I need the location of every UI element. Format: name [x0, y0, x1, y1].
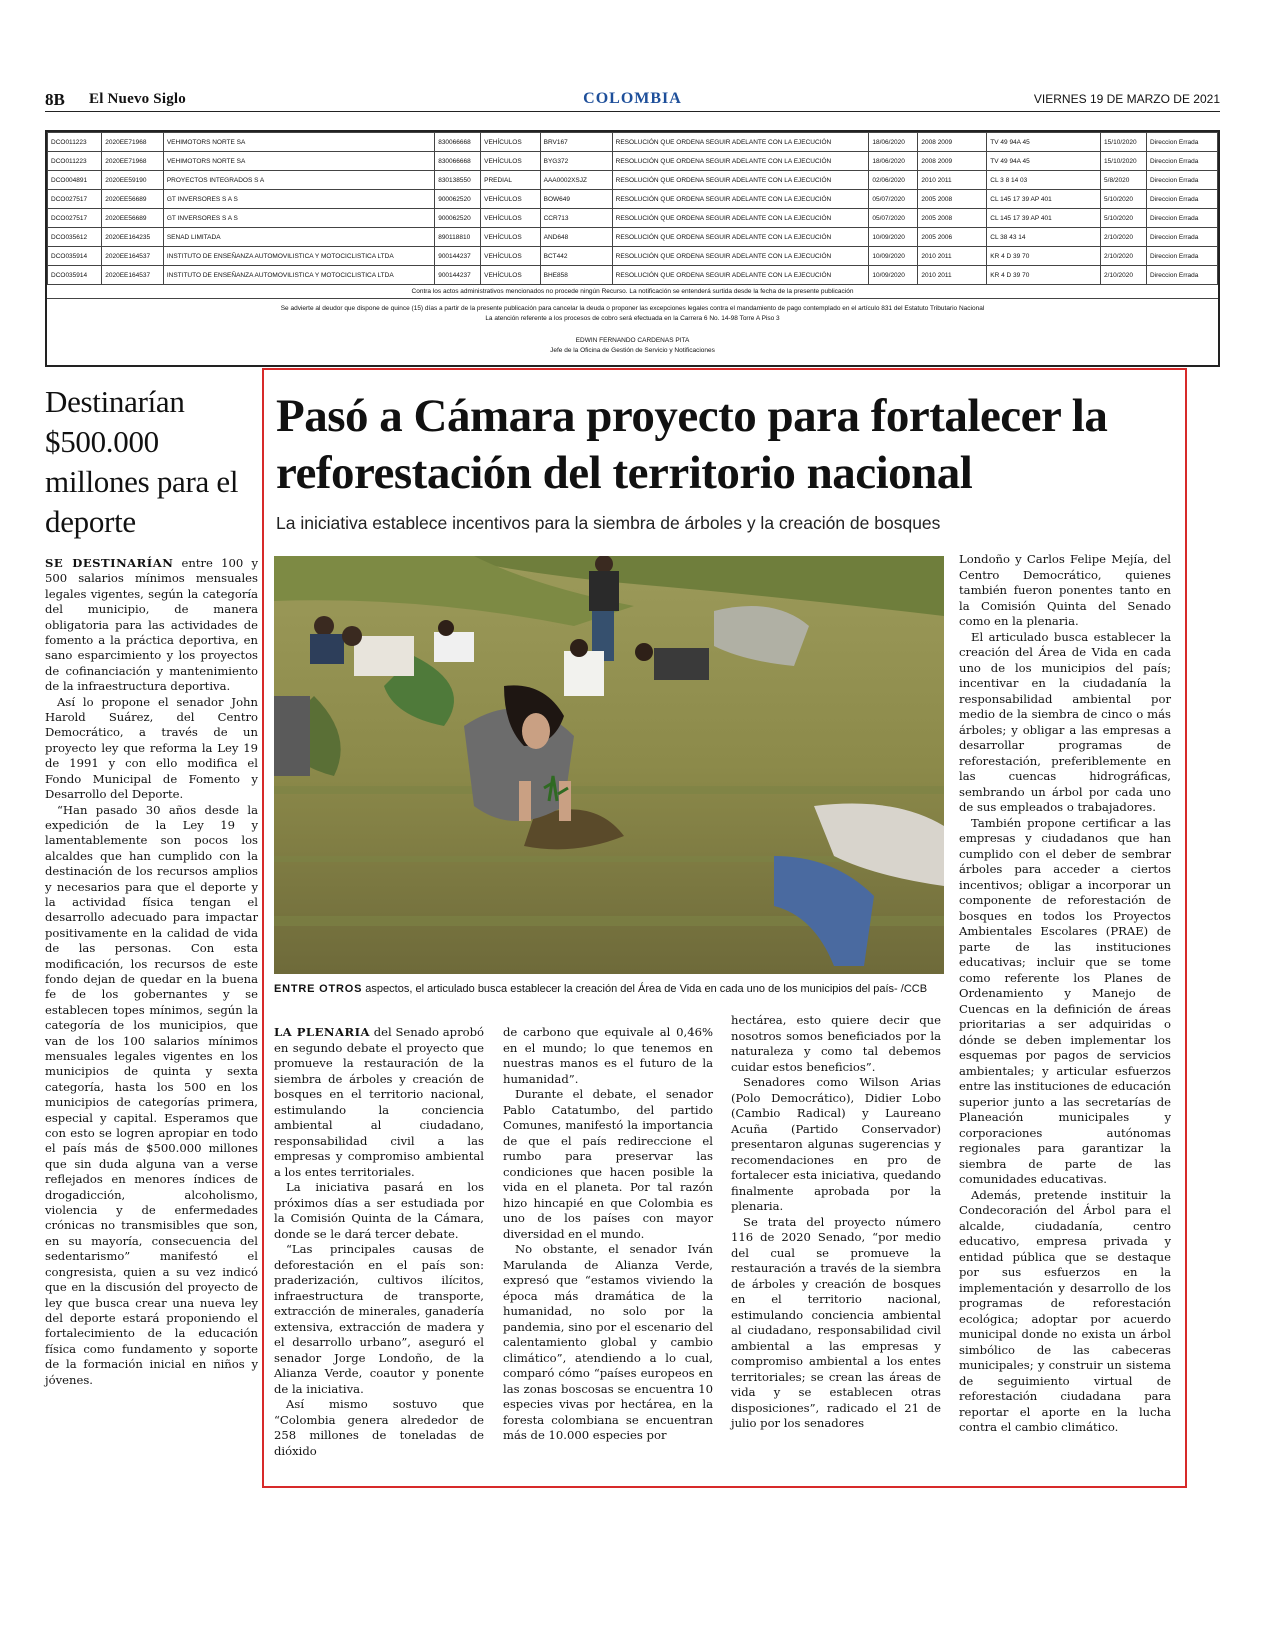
notice-row	[48, 171, 1218, 190]
notice-cell: VEHÍCULOS	[481, 266, 540, 285]
notice-cell: Direccion Errada	[1146, 152, 1217, 171]
notice-cell: 2020EE56689	[102, 190, 164, 209]
notice-cell: 2010 2011	[918, 247, 987, 266]
notice-cell: KR 4 D 39 70	[987, 247, 1101, 266]
notice-cell: KR 4 D 39 70	[987, 266, 1101, 285]
notice-cell: BYG372	[540, 152, 612, 171]
notice-row	[48, 209, 1218, 228]
notice-cell: VEHÍCULOS	[481, 247, 540, 266]
notice-row	[48, 247, 1218, 266]
side-paragraph: “Han pasado 30 años desde la expedición de la Ley 19 y lamentablemente son pocos los alcaldes que han cumplido con la destinación de los recursos amplios y necesarios para que el deporte y la actividad física tengan el desarrollo adecuado para impactar positivamente en la calidad de vida de las personas. Con esta modificación, los recursos de este fondo dejan de quedar en la buena fe de los gobernantes y se establecen topes mínimos, según la categoría de los municipios, que van de los 100 salarios mínimos mensuales legales vigentes en los municipios de quinta y sexta categoría, hasta los 500 en los municipios de categorías primera, especial y capital. Esperamos que con esto se logren apropiar en todo el país más de $500.000 millones que sin duda alguna van a verse reflejados en menores índices de drogadicción, alcoholismo, violencia y de enfermedades crónicas no transmisibles que son, en su mayoría, consecuencia del sedentarismo” manifestó el congresista, quien a su vez indicó que en la discusión del proyecto de ley que busca crear una nueva ley del deporte estará proponiendo el fortalecimiento de la educación física como fundamento y soporte de la formación inicial en niños y jóvenes.	[45, 802, 258, 1387]
notice-cell: 2008 2009	[918, 152, 987, 171]
notice-cell: DCO011223	[48, 152, 102, 171]
article-paragraph	[274, 1025, 484, 1180]
notice-cell: 830138550	[435, 171, 481, 190]
notice-cell: RESOLUCIÓN QUE ORDENA SEGUIR ADELANTE CON LA EJECUCIÓN	[612, 266, 869, 285]
photo-caption	[274, 982, 944, 997]
notice-cell: 15/10/2020	[1101, 133, 1147, 152]
notice-cell: 5/8/2020	[1101, 171, 1147, 190]
notice-cell: Direccion Errada	[1146, 133, 1217, 152]
notice-cell: 2020EE56689	[102, 209, 164, 228]
article-paragraph: Así mismo sostuvo que “Colombia genera alrededor de 258 millones de toneladas de dióxido	[274, 1397, 484, 1458]
notice-cell: 830066668	[435, 133, 481, 152]
notice-cell: 2005 2008	[918, 209, 987, 228]
notice-cell: 05/07/2020	[869, 190, 918, 209]
notice-cell: CL 3 8 14 03	[987, 171, 1101, 190]
notice-signer-title: Jefe de la Oficina de Gestión de Servicio y Notificaciones	[550, 347, 715, 354]
caption-lead: ENTRE OTROS	[274, 983, 363, 995]
notice-cell: DCO011223	[48, 133, 102, 152]
notice-cell: RESOLUCIÓN QUE ORDENA SEGUIR ADELANTE CON LA EJECUCIÓN	[612, 152, 869, 171]
notice-cell: 2/10/2020	[1101, 266, 1147, 285]
article-paragraph: Durante el debate, el senador Pablo Catatumbo, del partido Comunes, manifestó la importancia de que el país redireccione el rumbo para preservar las condiciones que hacen posible la vida en el planeta. Por tal razón hizo hincapié en que Colombia es uno de los países con mayor diversidad en el mundo.	[503, 1087, 713, 1241]
main-lead: LA PLENARIA	[274, 1025, 371, 1039]
notice-cell: 02/06/2020	[869, 171, 918, 190]
notice-cell: 900062520	[435, 209, 481, 228]
section-title: COLOMBIA	[583, 90, 682, 107]
notice-cell: Direccion Errada	[1146, 266, 1217, 285]
notice-cell: VEHÍCULOS	[481, 190, 540, 209]
notice-cell: Direccion Errada	[1146, 190, 1217, 209]
notice-cell: TV 49 94A 45	[987, 133, 1101, 152]
article-paragraph: “Las principales causas de deforestación en el país son: praderización, cultivos ilícitos, infraestructura de transporte, extracción de minerales, ganadería extensiva, extracción de madera y el desarrollo urbano”, aseguró el senador Jorge Londoño, de la Alianza Verde, coautor y ponente de la iniciativa.	[274, 1242, 484, 1396]
notice-cell: RESOLUCIÓN QUE ORDENA SEGUIR ADELANTE CON LA EJECUCIÓN	[612, 190, 869, 209]
notice-cell: INSTITUTO DE ENSEÑANZA AUTOMOVILISTICA Y MOTOCICLISTICA LTDA	[163, 266, 434, 285]
side-article	[45, 382, 258, 1388]
article-paragraph: El articulado busca establecer la creación del Área de Vida en cada uno de los municipios del país; incentivar en la ciudadanía la responsabilidad ambiental por medio de la siembra de cinco o más árboles; y obligar a las empresas a desarrollar programas de reforestación, preferiblemente en las cuencas hidrográficas, sembrando un árbol por cada uno de sus empleados o trabajadores.	[959, 629, 1171, 814]
notice-cell: SENAD LIMITADA	[163, 228, 434, 247]
notice-cell: 2008 2009	[918, 133, 987, 152]
notice-cell: 2020EE164235	[102, 228, 164, 247]
notice-cell: PROYECTOS INTEGRADOS S A	[163, 171, 434, 190]
notice-cell: VEHÍCULOS	[481, 133, 540, 152]
notice-cell: 2020EE164537	[102, 247, 164, 266]
notice-footer-address: La atención referente a los procesos de cobro será efectuada en la Carrera 6 No. 14-98 Torre A Piso 3	[485, 315, 780, 322]
notice-cell: VEHÍCULOS	[481, 209, 540, 228]
side-lead: SE DESTINARÍAN	[45, 556, 174, 570]
caption-text: aspectos, el articulado busca establecer la creación del Área de Vida en cada uno de los municipios del país- /CCB	[362, 983, 928, 995]
notice-cell: 900062520	[435, 190, 481, 209]
article-paragraph: No obstante, el senador Iván Marulanda de Alianza Verde, expresó que “estamos viviendo la época más dramática de la humanidad, no solo por la pandemia, sino por el escenario del calentamiento global y cambio climático”, atendiendo a lo cual, comparó cómo “países europeos en las zonas boscosas se encuentra 10 especies vivas por hectárea, en la foresta colombiana se encuentran más de 10.000 especies por	[503, 1242, 713, 1442]
notice-cell: DCO004891	[48, 171, 102, 190]
notice-cell: 2020EE71968	[102, 152, 164, 171]
notice-cell: 5/10/2020	[1101, 209, 1147, 228]
main-article	[262, 368, 1187, 1488]
notice-table	[47, 132, 1218, 285]
notice-cell: Direccion Errada	[1146, 247, 1217, 266]
article-paragraph: Además, pretende instituir la Condecoración del Árbol para el alcalde, ciudadanía, centro educativo, empresa privada y entidad pública que se destaque por sus esfuerzos en la implementación y desarrollo de los programas de reforestación ecológica; adoptar por acuerdo municipal donde no exista un árbol simbólico de las cabeceras municipales; y construir un sistema de seguimiento virtual de reforestación ciudadana para reportar el aporte en la lucha contra el cambio climático.	[959, 1187, 1171, 1434]
notice-cell: 10/09/2020	[869, 247, 918, 266]
article-column-3	[731, 1013, 941, 1432]
main-headline: Pasó a Cámara proyecto para fortalecer la reforestación del territorio nacional	[276, 390, 1108, 499]
notice-cell: VEHIMOTORS NORTE SA	[163, 133, 434, 152]
notice-cell: INSTITUTO DE ENSEÑANZA AUTOMOVILISTICA Y MOTOCICLISTICA LTDA	[163, 247, 434, 266]
notice-cell: RESOLUCIÓN QUE ORDENA SEGUIR ADELANTE CON LA EJECUCIÓN	[612, 171, 869, 190]
side-paragraph: Así lo propone el senador John Harold Suárez, del Centro Democrático, a través de un proyecto ley que reforma la Ley 19 de 1991 y con ello modifica el Fondo Municipal de Fomento y Desarrollo del Deporte.	[45, 694, 258, 802]
article-column-2	[503, 1025, 713, 1444]
notice-cell: 2/10/2020	[1101, 247, 1147, 266]
notice-cell: DCO027517	[48, 190, 102, 209]
legal-notice	[45, 130, 1220, 367]
notice-cell: RESOLUCIÓN QUE ORDENA SEGUIR ADELANTE CON LA EJECUCIÓN	[612, 133, 869, 152]
notice-cell: 2020EE59190	[102, 171, 164, 190]
notice-cell: 2010 2011	[918, 171, 987, 190]
notice-cell: BHE858	[540, 266, 612, 285]
notice-cell: CL 145 17 39 AP 401	[987, 209, 1101, 228]
page-header	[45, 90, 1220, 112]
issue-date: VIERNES 19 DE MARZO DE 2021	[1033, 92, 1220, 106]
notice-row	[48, 152, 1218, 171]
article-paragraph: Londoño y Carlos Felipe Mejía, del Centro Democrático, quienes también fueron ponentes tanto en la Comisión Quinta del Senado como en la plenaria.	[959, 552, 1171, 628]
notice-cell: CCR713	[540, 209, 612, 228]
notice-signer: EDWIN FERNANDO CARDENAS PITA	[575, 337, 690, 344]
article-photo	[274, 556, 944, 974]
article-paragraph-text: del Senado aprobó en segundo debate el proyecto que promueve la restauración de la siembra de árboles y creación de bosques en el territorio nacional, estimulando la conciencia ambiental al ciudadano, responsabilidad civil a las empresas y compromiso ambiental a los entes territoriales.	[274, 1025, 484, 1179]
notice-cell: 900144237	[435, 266, 481, 285]
side-paragraph-text: entre 100 y 500 salarios mínimos mensuales legales vigentes, según la categoría del municipio, de manera obligatoria para las actividades de fomento a la práctica deportiva, en sano esparcimiento y los proyectos de cofinanciación y mantenimiento de la infraestructura deportiva.	[45, 556, 258, 694]
article-paragraph: La iniciativa pasará en los próximos días a ser estudiada por la Comisión Quinta de la Cámara, donde se le dará tercer debate.	[274, 1180, 484, 1241]
photo-people-planting-trees	[274, 556, 944, 974]
main-subhead: La iniciativa establece incentivos para la siembra de árboles y la creación de bosques	[276, 513, 941, 533]
notice-cell: 5/10/2020	[1101, 190, 1147, 209]
notice-cell: DCO035914	[48, 266, 102, 285]
notice-cell: 2/10/2020	[1101, 228, 1147, 247]
article-paragraph: hectárea, esto quiere decir que nosotros somos beneficiados por la naturaleza y como tal debemos cuidar estos beneficios”.	[731, 1013, 941, 1074]
article-column-4	[959, 552, 1171, 1436]
notice-cell: DCO035612	[48, 228, 102, 247]
notice-cell: GT INVERSORES S A S	[163, 209, 434, 228]
notice-cell: 890118810	[435, 228, 481, 247]
notice-cell: 2020EE164537	[102, 266, 164, 285]
notice-table-body	[48, 133, 1218, 285]
notice-cell: VEHÍCULOS	[481, 152, 540, 171]
notice-cell: 2005 2006	[918, 228, 987, 247]
notice-cell: Direccion Errada	[1146, 209, 1217, 228]
notice-cell: PREDIAL	[481, 171, 540, 190]
notice-cell: DCO027517	[48, 209, 102, 228]
notice-cell: RESOLUCIÓN QUE ORDENA SEGUIR ADELANTE CON LA EJECUCIÓN	[612, 228, 869, 247]
notice-cell: 18/06/2020	[869, 133, 918, 152]
notice-cell: VEHÍCULOS	[481, 228, 540, 247]
notice-cell: RESOLUCIÓN QUE ORDENA SEGUIR ADELANTE CON LA EJECUCIÓN	[612, 209, 869, 228]
notice-cell: BCT442	[540, 247, 612, 266]
notice-cell: 830066668	[435, 152, 481, 171]
notice-cell: VEHIMOTORS NORTE SA	[163, 152, 434, 171]
masthead: El Nuevo Siglo	[89, 91, 186, 107]
notice-cell: AND648	[540, 228, 612, 247]
notice-cell: 2010 2011	[918, 266, 987, 285]
notice-row	[48, 228, 1218, 247]
notice-footer-warning: Se advierte al deudor que dispone de quince (15) días a partir de la presente publicación para cancelar la deuda o proponer las excepciones legales contra el mandamiento de pago contemplado en el artículo 831 del Estatuto Tributario Nacional	[280, 305, 985, 312]
notice-cell: GT INVERSORES S A S	[163, 190, 434, 209]
notice-cell: RESOLUCIÓN QUE ORDENA SEGUIR ADELANTE CON LA EJECUCIÓN	[612, 247, 869, 266]
side-headline: Destinarían $500.000 millones para el deporte	[45, 384, 239, 539]
notice-cell: 2005 2008	[918, 190, 987, 209]
notice-cell: 05/07/2020	[869, 209, 918, 228]
notice-cell: AAA0002XSJZ	[540, 171, 612, 190]
notice-cell: 2020EE71968	[102, 133, 164, 152]
notice-cell: CL 145 17 39 AP 401	[987, 190, 1101, 209]
notice-cell: 10/09/2020	[869, 228, 918, 247]
article-column-1	[274, 1025, 484, 1459]
notice-cell: Direccion Errada	[1146, 228, 1217, 247]
notice-cell: Direccion Errada	[1146, 171, 1217, 190]
article-paragraph: Senadores como Wilson Arias (Polo Democrático), Didier Lobo (Cambio Radical) y Laureano Acuña (Partido Conservador) presentaron algunas sugerencias y recomendaciones en pro de fortalecer esta iniciativa, quedando finalmente aprobada por la plenaria.	[731, 1075, 941, 1213]
article-paragraph: Se trata del proyecto número 116 de 2020 Senado, “por medio del cual se promueve la restauración a través de la siembra de árboles y creación de bosques en el territorio nacional, estimulando conciencia ambiental al ciudadano, responsabilidad civil ambiental a las empresas y compromiso ambiental a los entes territoriales; se crean las áreas de vida y se establecen otras disposiciones”, radicado el 21 de julio por los senadores	[731, 1214, 941, 1430]
notice-cell: TV 49 94A 45	[987, 152, 1101, 171]
notice-cell: BOW649	[540, 190, 612, 209]
notice-footer-recourse: Contra los actos administrativos mencionados no procede ningún Recurso. La notificación se entenderá surtida desde la fecha de la presente publicación	[47, 285, 1218, 299]
side-paragraph	[45, 556, 258, 695]
article-paragraph: También propone certificar a las empresas y ciudadanos que han cumplido con el deber de sembrar árboles para acceder a ciertos incentivos; obligar a incorporar un componente de reforestación de bosques en todos los Proyectos Ambientales Escolares (PRAE) de parte de las instituciones educativas; incluir que se tome como referente los Planes de Ordenamiento y Manejo de Cuencas en la definición de áreas prioritarias a ser adquiridas o dónde se deben implementar los esquemas por pagos de servicios ambientales; y articular esfuerzos entre las instituciones de educación superior junto a las secretarías de Planeación municipales y corporaciones autónomas regionales para garantizar la siembra de parte de las comunidades educativas.	[959, 815, 1171, 1186]
notice-cell: BRV167	[540, 133, 612, 152]
notice-row	[48, 266, 1218, 285]
notice-cell: CL 38 43 14	[987, 228, 1101, 247]
side-article-body	[45, 556, 258, 1388]
notice-row	[48, 133, 1218, 152]
article-paragraph: de carbono que equivale al 0,46% en el mundo; lo que tenemos en nuestras manos es el futuro de la humanidad”.	[503, 1025, 713, 1086]
notice-cell: 18/06/2020	[869, 152, 918, 171]
notice-cell: DCO035914	[48, 247, 102, 266]
notice-row	[48, 190, 1218, 209]
page-number: 8B	[45, 90, 65, 109]
notice-cell: 15/10/2020	[1101, 152, 1147, 171]
notice-cell: 900144237	[435, 247, 481, 266]
notice-cell: 10/09/2020	[869, 266, 918, 285]
